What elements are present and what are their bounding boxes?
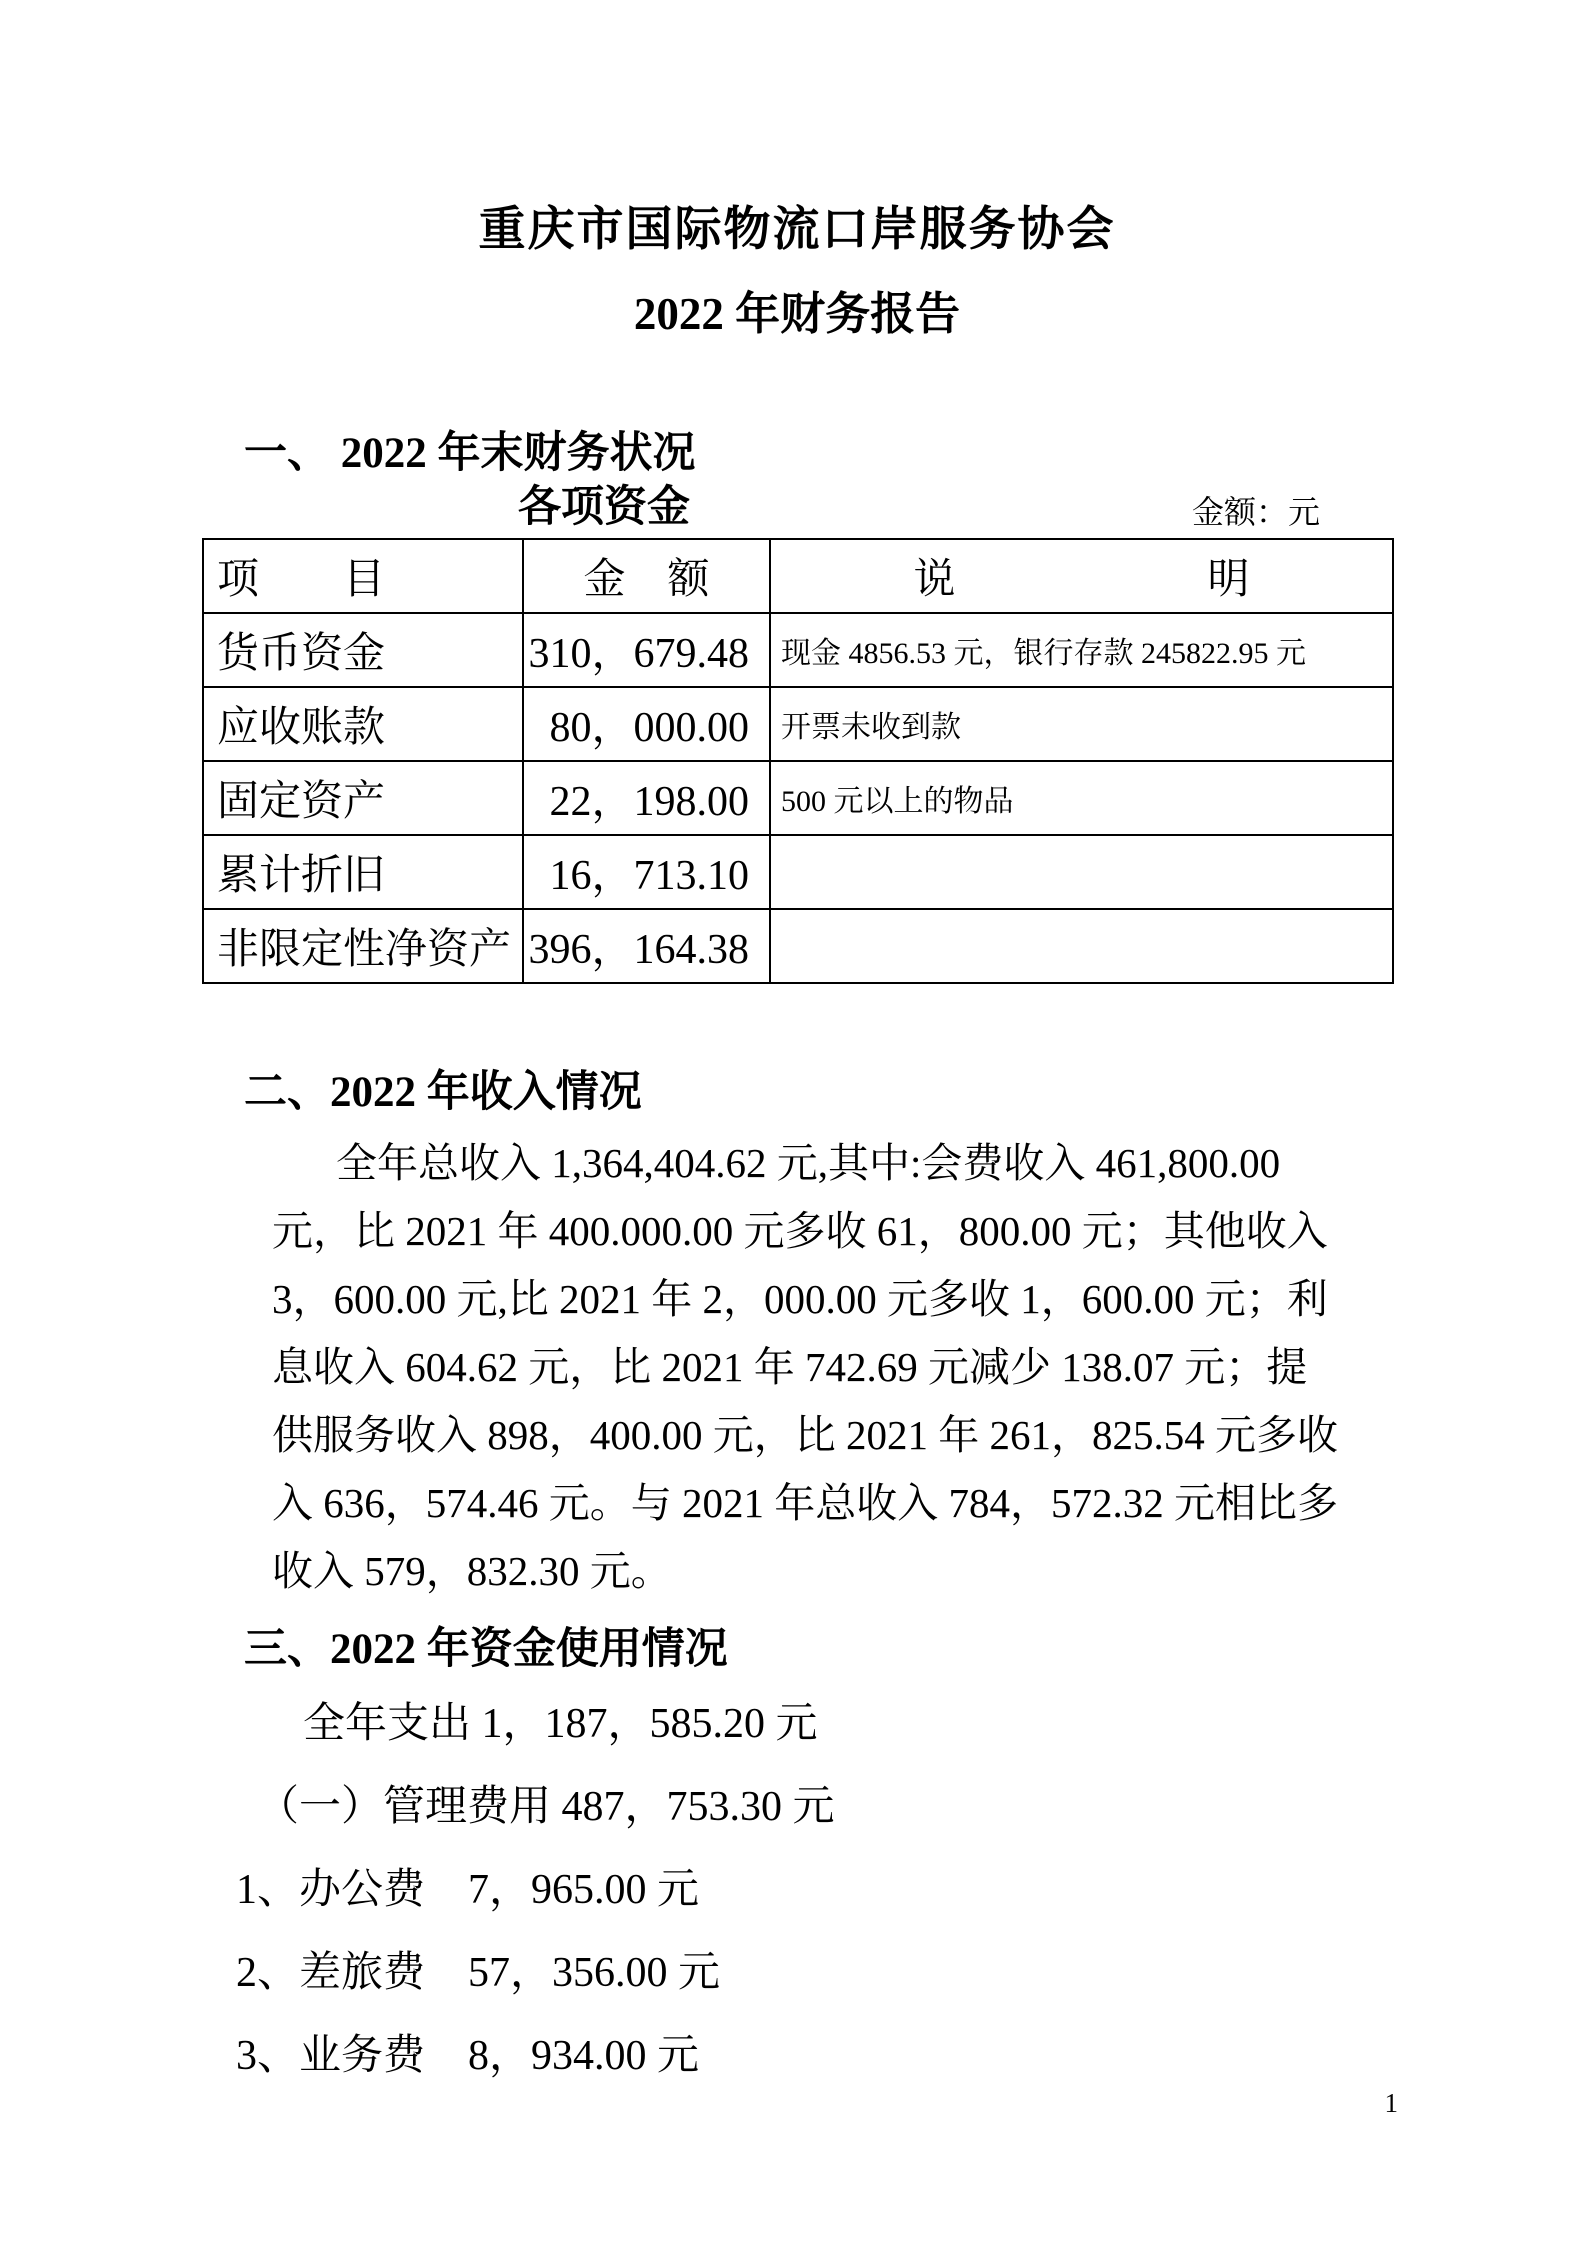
expense-item xyxy=(236,2031,1392,2081)
table-header-row xyxy=(203,539,1393,613)
expense-item-amount: 8，934.00 元 xyxy=(468,2033,700,2080)
expense-item xyxy=(236,1948,1392,1998)
table-caption-row xyxy=(202,486,1392,530)
paragraph-line: 全年总收入 1,364,404.62 元,其中:会费收入 461,800.00 xyxy=(336,1139,1281,1186)
section-heading-3: 三、2022 年资金使用情况 xyxy=(244,1625,728,1673)
paragraph-line: 元，比 2021 年 400.000.00 元多收 61，800.00 元；其他收入 xyxy=(272,1207,1328,1254)
expense-item-label: 3、业务费 xyxy=(236,2033,426,2080)
paragraph-line: 3，600.00 元,比 2021 年 2，000.00 元多收 1，600.00 元；利 xyxy=(272,1275,1328,1322)
table-caption: 各项资金 xyxy=(518,484,690,532)
expense-item xyxy=(236,1865,1392,1915)
paragraph-line: 收入 579，832.30 元。 xyxy=(272,1547,672,1594)
row-note xyxy=(770,835,1393,909)
row-item: 应收账款 xyxy=(203,687,523,761)
management-expense-subtotal: （一）管理费用 487，753.30 元 xyxy=(257,1784,835,1831)
row-note xyxy=(770,909,1393,983)
paragraph-line: 入 636，574.46 元。与 2021 年总收入 784，572.32 元相比多 xyxy=(272,1479,1338,1526)
document-title: 重庆市国际物流口岸服务协会 xyxy=(478,204,1116,256)
table-row xyxy=(203,613,1393,687)
row-amount: 310，679.48 xyxy=(523,613,770,687)
paragraph-line: 供服务收入 898，400.00 元，比 2021 年 261，825.54 元多收 xyxy=(272,1411,1338,1458)
funds-table xyxy=(202,538,1394,984)
row-note: 500 元以上的物品 xyxy=(770,761,1393,835)
page-number: 1 xyxy=(1384,2088,1398,2118)
expense-item-amount: 57，356.00 元 xyxy=(468,1950,721,1997)
page-content xyxy=(202,0,1392,2081)
table-row xyxy=(203,761,1393,835)
row-note: 现金 4856.53 元，银行存款 245822.95 元 xyxy=(770,613,1393,687)
unit-note: 金额：元 xyxy=(1191,494,1320,531)
row-item: 固定资产 xyxy=(203,761,523,835)
header-note: 说 明 xyxy=(770,539,1393,613)
table-row xyxy=(203,835,1393,909)
income-paragraph xyxy=(272,1129,1392,1605)
expense-item-label: 1、办公费 xyxy=(236,1867,426,1914)
section-heading-1: 一、 2022 年末财务状况 xyxy=(244,429,696,477)
row-item: 货币资金 xyxy=(203,613,523,687)
annual-expense-total: 全年支出 1，187，585.20 元 xyxy=(303,1701,818,1748)
row-item: 非限定性净资产 xyxy=(203,909,523,983)
row-item: 累计折旧 xyxy=(203,835,523,909)
expense-item-label: 2、差旅费 xyxy=(236,1950,426,1997)
document-subtitle: 2022 年财务报告 xyxy=(633,289,961,340)
table-row xyxy=(203,909,1393,983)
row-amount: 396，164.38 xyxy=(523,909,770,983)
row-note: 开票未收到款 xyxy=(770,687,1393,761)
row-amount: 16，713.10 xyxy=(523,835,770,909)
paragraph-line: 息收入 604.62 元，比 2021 年 742.69 元减少 138.07 元；提 xyxy=(272,1343,1308,1390)
row-amount: 80，000.00 xyxy=(523,687,770,761)
row-amount: 22，198.00 xyxy=(523,761,770,835)
expense-item-amount: 7，965.00 元 xyxy=(468,1867,700,1914)
header-amount: 金 额 xyxy=(523,539,770,613)
table-row xyxy=(203,687,1393,761)
header-item: 项 目 xyxy=(203,539,523,613)
section-heading-2: 二、2022 年收入情况 xyxy=(244,1069,642,1117)
